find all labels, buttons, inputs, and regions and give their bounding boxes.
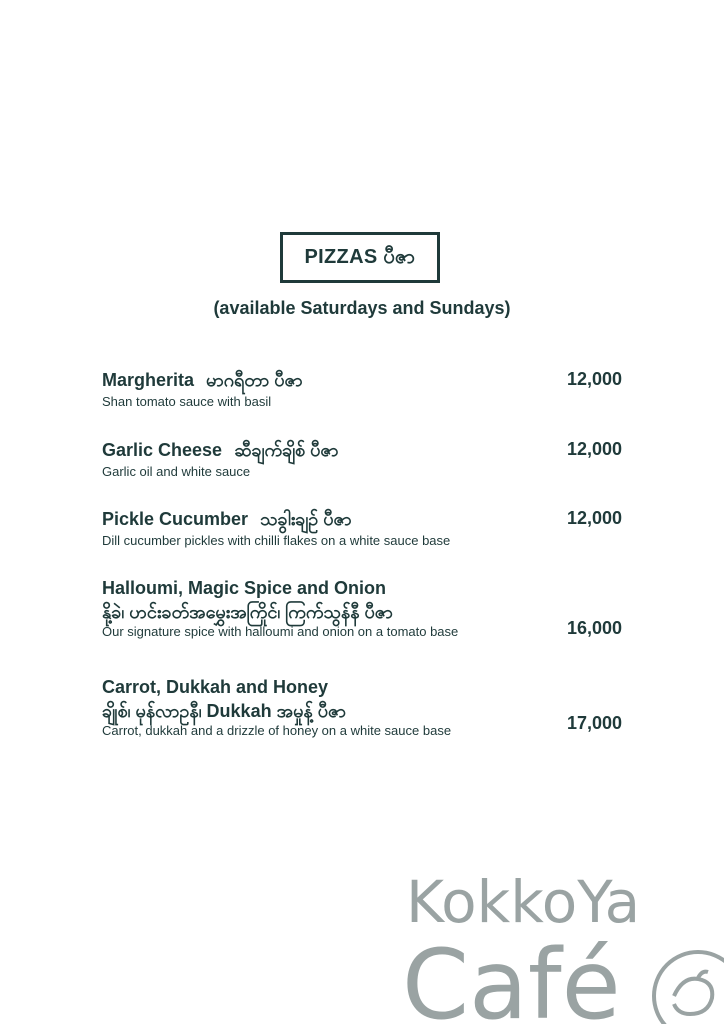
logo-line-1: KokkoYa (406, 868, 641, 936)
item-name: Pickle Cucumber (102, 509, 249, 529)
item-name-burmese: မာဂရီတာ ပီဇာ (206, 370, 303, 390)
logo-line-2: Café (402, 929, 621, 1024)
item-name-burmese: ချိုစ်၊ မုန်လာဥနီ၊ Dukkah အမှုန့် ပီဇာ (102, 701, 347, 721)
item-price: 17,000 (566, 713, 622, 733)
item-price: 12,000 (566, 369, 622, 389)
menu-item (102, 438, 632, 480)
item-price: 12,000 (566, 439, 622, 459)
item-description: Carrot, dukkah and a drizzle of honey on a white sauce base (102, 723, 452, 738)
menu-item (102, 368, 632, 410)
chicken-icon (654, 952, 724, 1024)
menu-item (102, 576, 632, 640)
item-name: Margherita (102, 370, 195, 390)
section-title: PIZZAS ပီဇာ (304, 245, 416, 268)
item-price: 12,000 (566, 508, 622, 528)
kokkoya-cafe-logo (398, 846, 724, 1024)
item-name-line (102, 438, 632, 462)
item-name-line (102, 507, 632, 531)
item-name: Halloumi, Magic Spice and Onion (102, 578, 387, 598)
item-price: 16,000 (566, 618, 622, 638)
item-name-line (102, 368, 632, 392)
item-description: Shan tomato sauce with basil (102, 394, 272, 409)
item-name-burmese: နို့ခဲ၊ ဟင်းခတ်အမွှေးအကြိုင်၊ ကြက်သွန်နီ ပီဇာ (102, 602, 393, 622)
item-name: Garlic Cheese (102, 440, 223, 460)
availability-note: (available Saturdays and Sundays) (213, 298, 511, 318)
item-name-burmese: သခွါးချဉ် ပီဇာ (260, 509, 352, 529)
section-title-box (280, 232, 440, 283)
item-description: Our signature spice with halloumi and onion on a tomato base (102, 624, 459, 639)
item-description: Dill cucumber pickles with chilli flakes on a white sauce base (102, 533, 451, 548)
item-name-burmese: ဆီချက်ချိစ် ပီဇာ (234, 440, 339, 460)
item-description: Garlic oil and white sauce (102, 464, 251, 479)
menu-item (102, 675, 632, 739)
menu-item (102, 507, 632, 549)
item-name: Carrot, Dukkah and Honey (102, 677, 329, 697)
